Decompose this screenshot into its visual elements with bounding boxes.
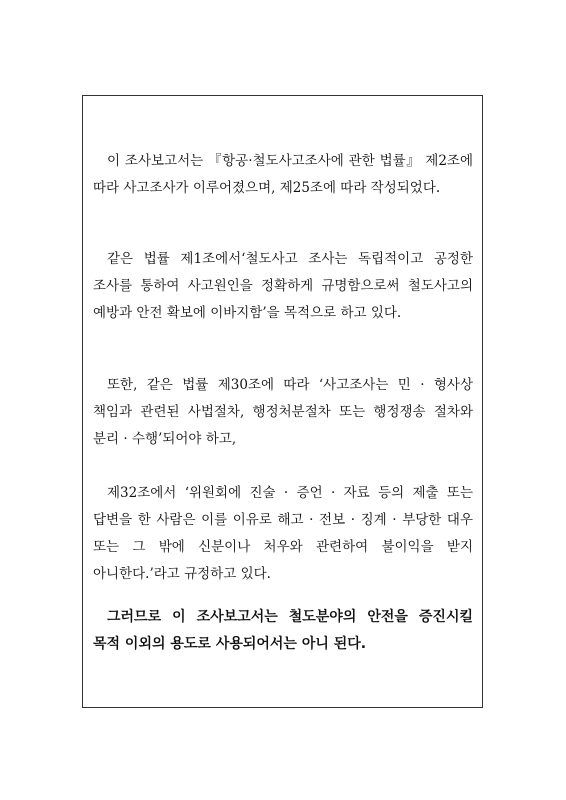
conclusion-statement: 그러므로 이 조사보고서는 철도분야의 안전을 증진시킬 목적 이외의 용도로 사용되어서는 아니 된다. [93,609,473,652]
paragraph-protection: 제32조에서 ‘위원회에 진술 · 증언 · 자료 등의 제출 또는 답변을 한 사람은 이를 이유로 해고 · 전보 · 징계 · 부당한 대우 또는 그 밖에 신분이나 처우와 관련하여 불이익을 받지 아니한다.’라고 규정하고 있다. [93,485,473,582]
paragraph-separation: 또한, 같은 법률 제30조에 따라 ‘사고조사는 민 · 형사상 책임과 관련된 사법절차, 행정처분절차 또는 행정쟁송 절차와 분리 · 수행’되어야 하고, [93,377,473,447]
paragraph-legal-basis: 이 조사보고서는 『항공·철도사고조사에 관한 법률』 제2조에 따라 사고조사가 이루어졌으며, 제25조에 따라 작성되었다. [93,153,473,196]
paragraph-purpose: 같은 법률 제1조에서‘철도사고 조사는 독립적이고 공정한 조사를 통하여 사고원인을 정확하게 규명함으로써 철도사고의 예방과 안전 확보에 이바지함’을 목적으로 하고 있다. [93,251,473,321]
